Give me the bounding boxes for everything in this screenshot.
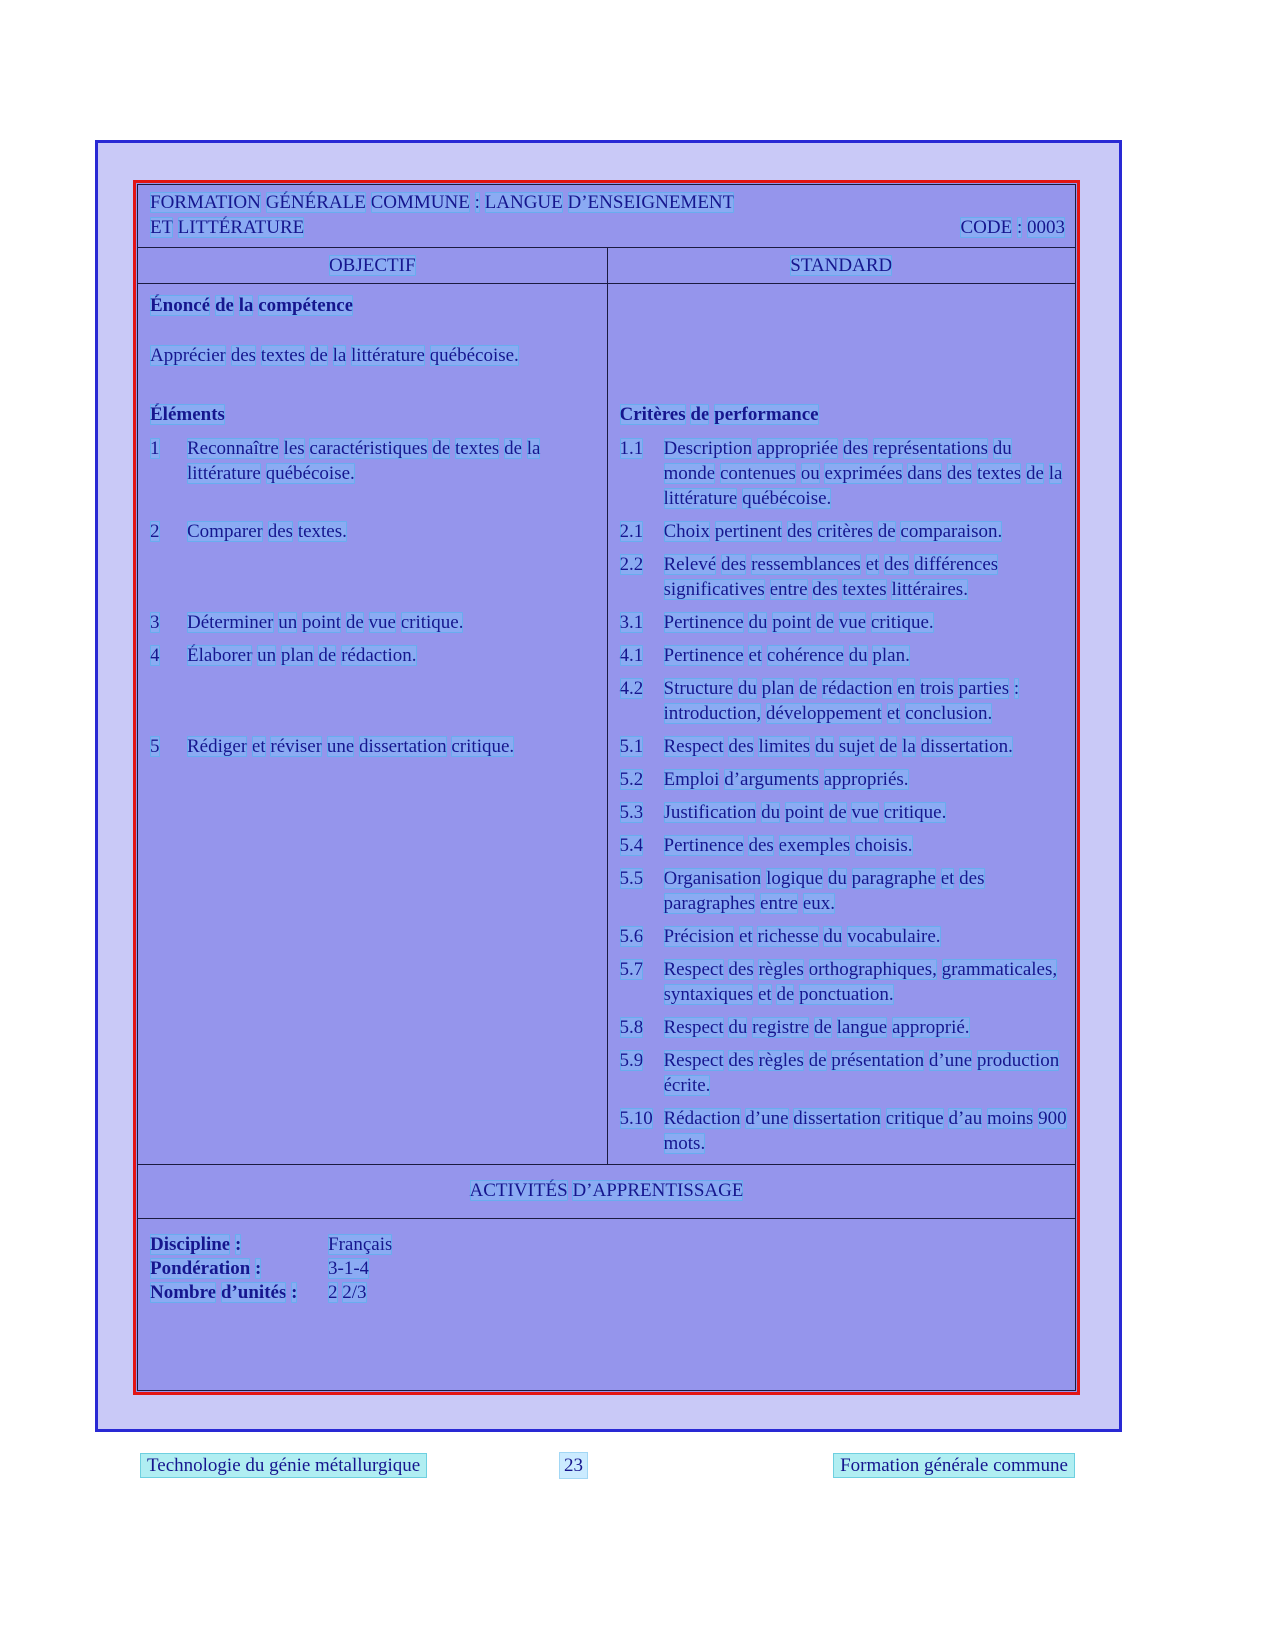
criterion-text: Rédaction d’une dissertation critique d’au moins 900 mots. — [663, 1108, 1067, 1154]
criterion-number: 5.1 — [619, 736, 644, 757]
ponderation-label: Pondération : — [150, 1258, 262, 1279]
row-element-2 — [138, 519, 1075, 610]
row-element-1 — [138, 436, 1075, 519]
header-title-line2: ET LITTÉRATURE — [150, 217, 305, 238]
criterion-text: Relevé des ressemblances et des différences significatives entre des textes littéraires. — [663, 554, 999, 600]
criterion-number: 3.1 — [619, 612, 644, 633]
element-number: 4 — [150, 645, 160, 666]
criterion-text: Structure du plan de rédaction en trois parties : introduction, développement et conclusion. — [663, 678, 1020, 724]
element-text: Déterminer un point de vue critique. — [187, 612, 464, 633]
element-cell — [138, 610, 607, 643]
activites-band — [138, 1164, 1075, 1219]
element-number: 5 — [150, 736, 160, 757]
criterion-text: Pertinence et cohérence du plan. — [663, 645, 910, 666]
criterion-item — [620, 1106, 1068, 1156]
criterion-number: 5.8 — [619, 1017, 644, 1038]
criterion-text: Choix pertinent des critères de comparaison. — [663, 521, 1003, 542]
criterion-text: Justification du point de vue critique. — [663, 802, 947, 823]
criterion-item — [620, 833, 1068, 858]
criterion-number: 5.3 — [619, 802, 644, 823]
enonce-text: Apprécier des textes de la littérature québécoise. — [150, 345, 519, 366]
criterion-number: 4.1 — [619, 645, 644, 666]
enonce-cell — [138, 284, 607, 396]
criteria-cell — [607, 610, 1076, 643]
criterion-item — [620, 767, 1068, 792]
criterion-text: Respect des règles de présentation d’une production écrite. — [663, 1050, 1060, 1096]
row-section-headings — [138, 396, 1075, 436]
criteria-cell — [607, 519, 1076, 610]
criterion-text: Pertinence du point de vue critique. — [663, 612, 934, 633]
elements-heading-cell — [138, 396, 607, 436]
footer-left-text: Technologie du génie métallurgique — [140, 1453, 427, 1478]
table-body — [138, 284, 1075, 1164]
row-enonce — [138, 284, 1075, 396]
element-text: Rédiger et réviser une dissertation critique. — [187, 736, 515, 757]
competency-table-inner — [137, 184, 1076, 1391]
element-cell — [138, 734, 607, 1164]
element-cell — [138, 643, 607, 734]
enonce-right-spacer — [607, 284, 1076, 396]
row-element-5 — [138, 734, 1075, 1164]
element-item — [150, 610, 597, 635]
unites-label: Nombre d’unités : — [150, 1282, 298, 1303]
detail-discipline — [150, 1233, 1063, 1257]
criterion-number: 5.2 — [619, 769, 644, 790]
criterion-number: 5.4 — [619, 835, 644, 856]
element-item — [150, 643, 597, 668]
element-item — [150, 519, 597, 544]
criterion-item — [620, 552, 1068, 602]
discipline-value: Français — [328, 1234, 393, 1255]
row-element-4 — [138, 643, 1075, 734]
code-label: CODE : 0003 — [960, 217, 1065, 238]
criterion-number: 2.1 — [619, 521, 644, 542]
competency-table — [133, 180, 1080, 1395]
column-header-row — [138, 248, 1075, 284]
table-header — [138, 185, 1075, 248]
unites-value: 2 2/3 — [328, 1282, 367, 1303]
criterion-text: Respect des limites du sujet de la dissertation. — [663, 736, 1013, 757]
element-item — [150, 436, 597, 486]
element-number: 1 — [150, 438, 160, 459]
criterion-item — [620, 957, 1068, 1007]
criterion-text: Emploi d’arguments appropriés. — [663, 769, 909, 790]
row-element-3 — [138, 610, 1075, 643]
criterion-item — [620, 436, 1068, 511]
page-footer — [95, 1453, 1125, 1481]
header-line2 — [150, 215, 1065, 240]
criterion-item — [620, 1048, 1068, 1098]
criterion-item — [620, 800, 1068, 825]
criterion-number: 2.2 — [619, 554, 644, 575]
criterion-text: Pertinence des exemples choisis. — [663, 835, 913, 856]
activites-heading: ACTIVITÉS D’APPRENTISSAGE — [469, 1180, 744, 1201]
criteres-heading: Critères de performance — [619, 404, 819, 425]
page-sheet — [95, 140, 1122, 1432]
criterion-number: 5.7 — [619, 959, 644, 980]
element-item — [150, 734, 597, 759]
course-details — [138, 1219, 1075, 1411]
criterion-text: Précision et richesse du vocabulaire. — [663, 926, 941, 947]
column-header-standard: STANDARD — [607, 248, 1076, 283]
criterion-item — [620, 734, 1068, 759]
criterion-text: Respect du registre de langue approprié. — [663, 1017, 970, 1038]
element-cell — [138, 519, 607, 610]
header-title-line1: FORMATION GÉNÉRALE COMMUNE : LANGUE D’ENSEIGNEMENT — [150, 192, 735, 213]
criterion-number: 5.5 — [619, 868, 644, 889]
criterion-text: Description appropriée des représentations du monde contenues ou exprimées dans des textes de la littérature québécoise. — [663, 438, 1063, 509]
element-text: Comparer des textes. — [187, 521, 347, 542]
criterion-item — [620, 643, 1068, 668]
element-text: Reconnaître les caractéristiques de textes de la littérature québécoise. — [187, 438, 541, 484]
criterion-number: 4.2 — [619, 678, 644, 699]
criterion-number: 5.6 — [619, 926, 644, 947]
ponderation-value: 3-1-4 — [328, 1258, 370, 1279]
criterion-number: 5.9 — [619, 1050, 644, 1071]
footer-page-number: 23 — [560, 1453, 587, 1478]
criterion-number: 1.1 — [619, 438, 644, 459]
criteria-cell — [607, 734, 1076, 1164]
criterion-text: Organisation logique du paragraphe et des paragraphes entre eux. — [663, 868, 985, 914]
criterion-item — [620, 519, 1068, 544]
detail-ponderation — [150, 1257, 1063, 1281]
criteres-heading-cell — [607, 396, 1076, 436]
criterion-item — [620, 610, 1068, 635]
footer-right-text: Formation générale commune — [833, 1453, 1075, 1478]
criteria-cell — [607, 436, 1076, 519]
enonce-heading: Énoncé de la compétence — [150, 295, 354, 316]
criterion-item — [620, 924, 1068, 949]
criterion-item — [620, 866, 1068, 916]
criterion-item — [620, 1015, 1068, 1040]
element-text: Élaborer un plan de rédaction. — [187, 645, 417, 666]
criterion-item — [620, 676, 1068, 726]
element-number: 2 — [150, 521, 160, 542]
element-cell — [138, 436, 607, 519]
criteria-cell — [607, 643, 1076, 734]
discipline-label: Discipline : — [150, 1234, 242, 1255]
element-number: 3 — [150, 612, 160, 633]
detail-unites — [150, 1281, 1063, 1305]
column-header-objectif: OBJECTIF — [328, 255, 416, 276]
criterion-text: Respect des règles orthographiques, grammaticales, syntaxiques et de ponctuation. — [663, 959, 1058, 1005]
elements-heading: Éléments — [150, 404, 225, 425]
criterion-number: 5.10 — [619, 1108, 653, 1129]
